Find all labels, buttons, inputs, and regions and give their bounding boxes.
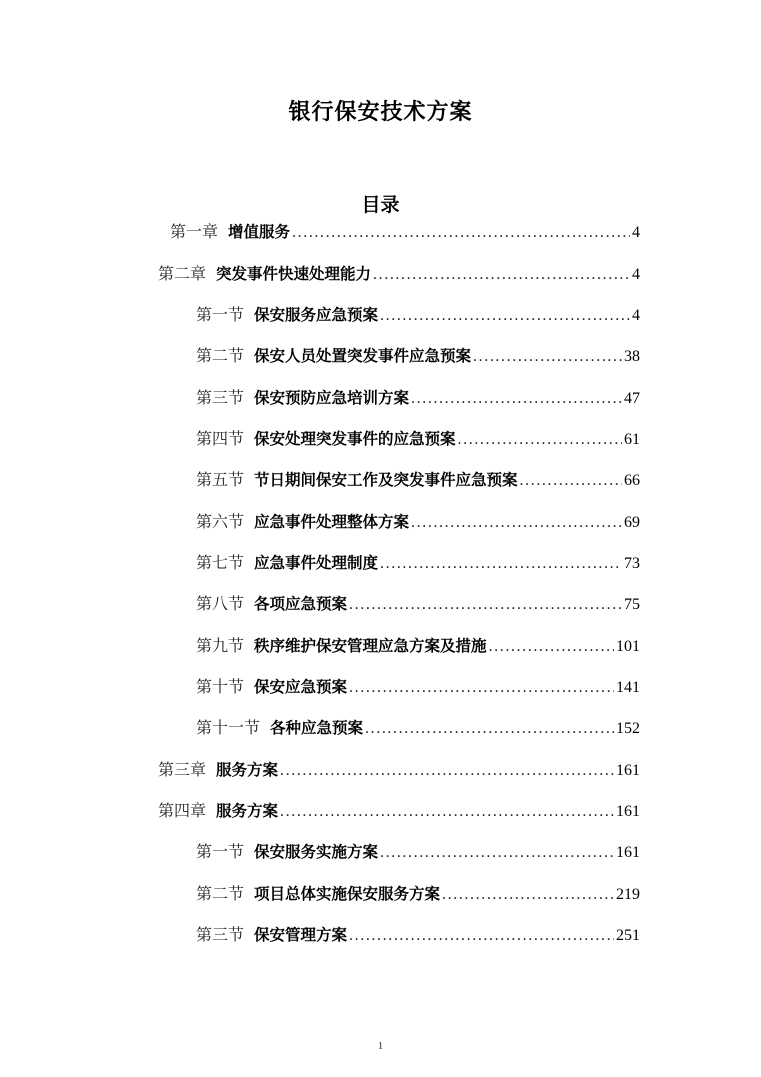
toc-entry-chapter-3[interactable] — [158, 758, 640, 782]
dot-leader — [489, 635, 614, 659]
toc-entry-page: 219 — [616, 886, 640, 903]
toc-entry-prefix: 第七节 — [196, 555, 245, 572]
toc-entry-title: 应急事件处理整体方案 — [254, 513, 410, 531]
toc-entry-prefix: 第二节 — [196, 348, 245, 365]
toc-entry-title: 各项应急预案 — [254, 595, 348, 613]
toc-entry-title: 服务方案 — [216, 761, 279, 779]
toc-entry-section[interactable] — [196, 386, 640, 410]
toc-entry-prefix: 第二章 — [158, 266, 207, 283]
toc-entry-section[interactable] — [196, 592, 640, 616]
toc-entry-title: 保安应急预案 — [254, 678, 348, 696]
toc-entry-title: 秩序维护保安管理应急方案及措施 — [254, 637, 487, 655]
toc-entry-page: 73 — [624, 555, 640, 572]
toc-entry-page: 69 — [624, 514, 640, 531]
dot-leader — [280, 759, 614, 783]
toc-entry-section[interactable] — [196, 923, 640, 947]
toc-entry-title: 项目总体实施保安服务方案 — [254, 885, 441, 903]
dot-leader — [349, 924, 614, 948]
toc-entry-page: 161 — [616, 762, 640, 779]
dot-leader — [380, 552, 622, 576]
dot-leader — [458, 428, 622, 452]
toc-entry-page: 61 — [624, 431, 640, 448]
toc-entry-chapter-4[interactable] — [158, 799, 640, 823]
dot-leader — [365, 717, 614, 741]
toc-entry-page: 4 — [632, 307, 640, 324]
toc-entry-title: 增值服务 — [228, 223, 291, 241]
toc-entry-section[interactable] — [196, 427, 640, 451]
toc-entry-prefix: 第八节 — [196, 596, 245, 613]
page-number: 1 — [377, 1040, 384, 1052]
toc-entry-prefix: 第一节 — [196, 307, 245, 324]
toc-entry-prefix: 第一节 — [196, 844, 245, 861]
toc-entry-section[interactable] — [196, 675, 640, 699]
toc-entry-section[interactable] — [196, 468, 640, 492]
toc-entry-page: 75 — [624, 596, 640, 613]
toc-entry-title: 保安服务实施方案 — [254, 843, 379, 861]
toc-entry-section[interactable] — [196, 510, 640, 534]
toc-entry-chapter-2[interactable] — [158, 262, 640, 286]
toc-entry-title: 保安管理方案 — [254, 926, 348, 944]
toc-entry-prefix: 第三节 — [196, 927, 245, 944]
toc-entry-section[interactable] — [196, 840, 640, 864]
dot-leader — [411, 387, 622, 411]
dot-leader — [380, 304, 630, 328]
document-title: 银行保安技术方案 — [288, 100, 473, 125]
dot-leader — [473, 345, 622, 369]
toc-entry-section[interactable] — [196, 303, 640, 327]
toc-entry-chapter-1[interactable] — [170, 220, 640, 244]
toc-entry-prefix: 第十节 — [196, 679, 245, 696]
toc-entry-title: 服务方案 — [216, 802, 279, 820]
dot-leader — [442, 883, 614, 907]
dot-leader — [280, 800, 614, 824]
toc-entry-section[interactable] — [196, 882, 640, 906]
dot-leader — [380, 841, 614, 865]
toc-entry-section[interactable] — [196, 634, 640, 658]
toc-entry-section[interactable] — [196, 344, 640, 368]
dot-leader — [411, 511, 622, 535]
dot-leader — [292, 221, 630, 245]
dot-leader — [349, 593, 622, 617]
toc-entry-prefix: 第三节 — [196, 390, 245, 407]
toc-entry-page: 66 — [624, 472, 640, 489]
toc-entry-title: 应急事件处理制度 — [254, 554, 379, 572]
toc-entry-title: 保安服务应急预案 — [254, 306, 379, 324]
toc-entry-prefix: 第二节 — [196, 886, 245, 903]
toc-entry-title: 保安人员处置突发事件应急预案 — [254, 347, 472, 365]
dot-leader — [520, 469, 622, 493]
toc-entry-page: 161 — [616, 844, 640, 861]
toc-entry-page: 4 — [632, 224, 640, 241]
toc-entry-prefix: 第六节 — [196, 514, 245, 531]
toc-entry-title: 保安处理突发事件的应急预案 — [254, 430, 456, 448]
toc-heading: 目录 — [361, 194, 400, 216]
dot-leader — [349, 676, 614, 700]
toc-entry-prefix: 第十一节 — [196, 720, 261, 737]
toc-entry-section[interactable] — [196, 716, 640, 740]
toc-entry-page: 101 — [616, 638, 640, 655]
toc-entry-page: 152 — [616, 720, 640, 737]
toc-entry-page: 161 — [616, 803, 640, 820]
toc-entry-title: 各种应急预案 — [270, 719, 364, 737]
dot-leader — [373, 263, 630, 287]
toc-entry-prefix: 第四节 — [196, 431, 245, 448]
toc-entry-title: 节日期间保安工作及突发事件应急预案 — [254, 471, 518, 489]
toc-entry-page: 38 — [624, 348, 640, 365]
toc-entry-prefix: 第一章 — [170, 224, 219, 241]
toc-entry-title: 突发事件快速处理能力 — [216, 265, 372, 283]
toc-entry-page: 141 — [616, 679, 640, 696]
toc-entry-prefix: 第三章 — [158, 762, 207, 779]
toc-entry-prefix: 第五节 — [196, 472, 245, 489]
toc-entry-title: 保安预防应急培训方案 — [254, 389, 410, 407]
toc-entry-page: 4 — [632, 266, 640, 283]
toc-entry-section[interactable] — [196, 551, 640, 575]
toc-entry-page: 47 — [624, 390, 640, 407]
toc-entry-page: 251 — [616, 927, 640, 944]
toc-entry-prefix: 第九节 — [196, 638, 245, 655]
toc-entry-prefix: 第四章 — [158, 803, 207, 820]
